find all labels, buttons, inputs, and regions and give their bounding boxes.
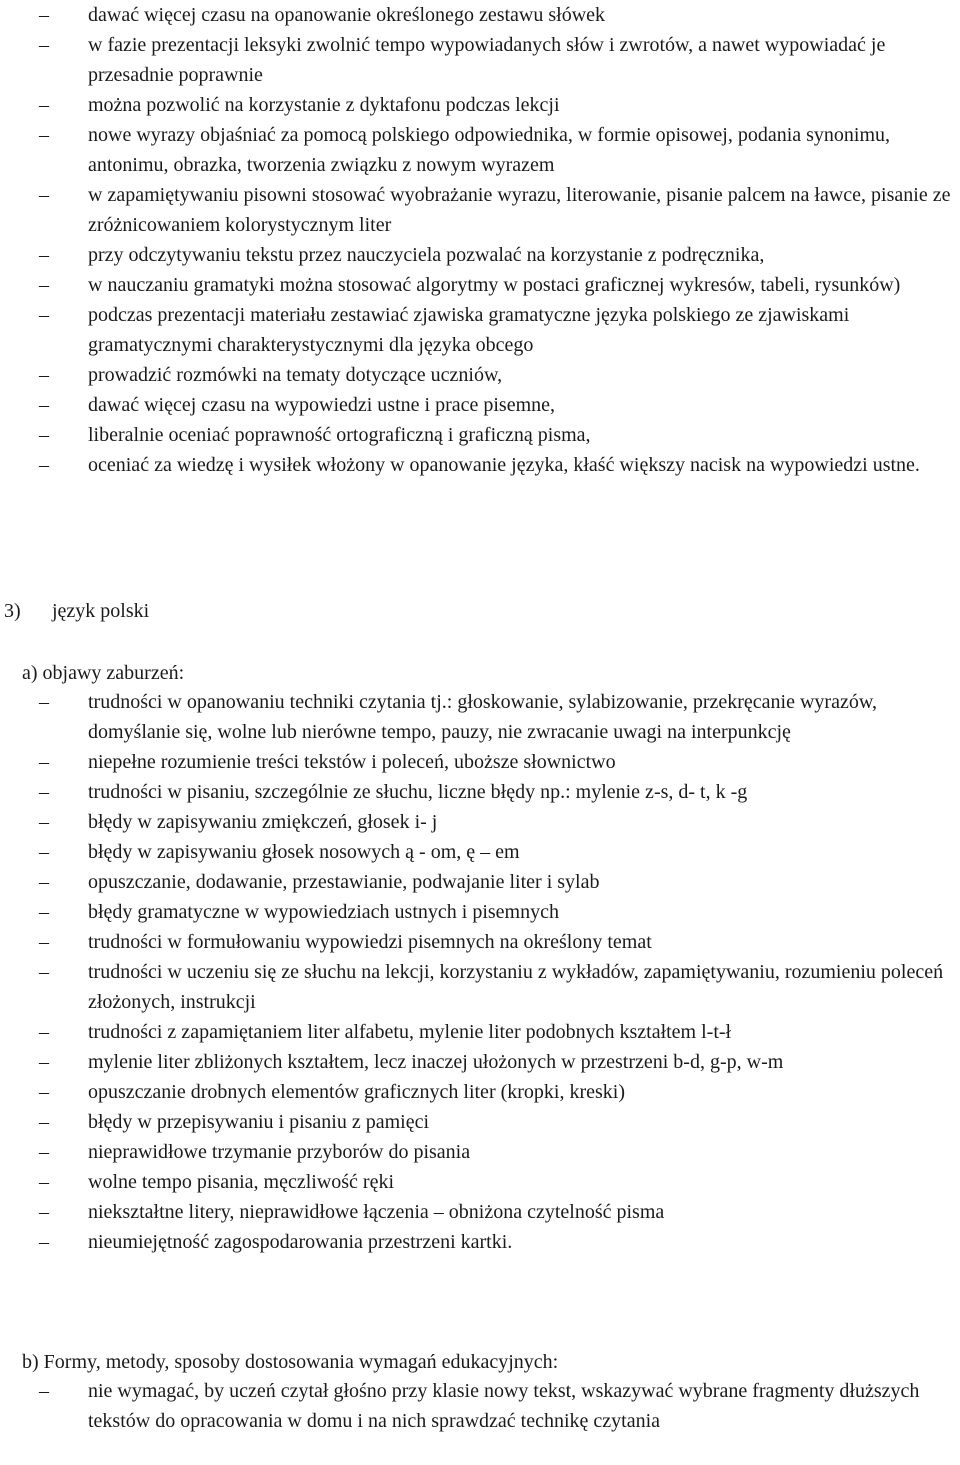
dash-bullet: – [39,1081,49,1103]
dash-bullet: – [39,244,49,266]
dash-bullet: – [39,1231,49,1253]
list-item: – nie wymagać, by uczeń czytał głośno przy klasie nowy tekst, wskazywać wybrane fragmenty dłuższych tekstów do opracowania w domu i na nich sprawdzać technikę czytania [0,1376,960,1436]
dash-bullet: – [39,394,49,416]
dash-bullet: – [39,274,49,296]
dash-bullet: – [39,781,49,803]
list-item: – dawać więcej czasu na opanowanie określonego zestawu słówek [0,0,960,30]
dash-bullet: – [39,4,49,26]
list-item: – mylenie liter zbliżonych kształtem, lecz inaczej ułożonych w przestrzeni b-d, g-p, w-m [0,1047,960,1077]
dash-bullet: – [39,931,49,953]
dash-bullet: – [39,1021,49,1043]
list-item: – niepełne rozumienie treści tekstów i poleceń, uboższe słownictwo [0,747,960,777]
subsection-b-heading: b) Formy, metody, sposoby dostosowania wymagań edukacyjnych: [22,1351,559,1373]
dash-bullet: – [39,751,49,773]
dash-bullet: – [39,454,49,476]
list-item: – prowadzić rozmówki na tematy dotyczące uczniów, [0,360,960,390]
list-item: – nowe wyrazy objaśniać za pomocą polskiego odpowiednika, w formie opisowej, podania synonimu, antonimu, obrazka, tworzenia związku z nowym wyrazem [0,120,960,180]
list-item: – trudności w opanowaniu techniki czytania tj.: głoskowanie, sylabizowanie, przekręcanie wyrazów, domyślanie się, wolne lub nierówne tempo, pauzy, nie zwracanie uwagi na interpunkcję [0,687,960,747]
dash-bullet: – [39,304,49,326]
list-item: – błędy w przepisywaniu i pisaniu z pamięci [0,1107,960,1137]
dash-bullet: – [39,1380,49,1402]
list-item: – przy odczytywaniu tekstu przez nauczyciela pozwalać na korzystanie z podręcznika, [0,240,960,270]
dash-bullet: – [39,841,49,863]
subsection-a-heading: a) objawy zaburzeń: [22,662,185,684]
dash-bullet: – [39,184,49,206]
list-item: – oceniać za wiedzę i wysiłek włożony w opanowanie języka, kłaść większy nacisk na wypowiedzi ustne. [0,450,960,480]
list-item: – błędy w zapisywaniu głosek nosowych ą - om, ę – em [0,837,960,867]
list-item: – trudności w uczeniu się ze słuchu na lekcji, korzystaniu z wykładów, zapamiętywaniu, rozumieniu poleceń złożonych, instrukcji [0,957,960,1017]
recommendations-list [0,0,960,480]
dash-bullet: – [39,364,49,386]
list-item: – opuszczanie, dodawanie, przestawianie, podwajanie liter i sylab [0,867,960,897]
dash-bullet: – [39,1111,49,1133]
list-item: – podczas prezentacji materiału zestawiać zjawiska gramatyczne języka polskiego ze zjawiskami gramatycznymi charakterystycznymi dla języka obcego [0,300,960,360]
dash-bullet: – [39,811,49,833]
list-item: – liberalnie oceniać poprawność ortograficzną i graficzną pisma, [0,420,960,450]
dash-bullet: – [39,1171,49,1193]
list-item: – błędy gramatyczne w wypowiedziach ustnych i pisemnych [0,897,960,927]
list-item: – w nauczaniu gramatyki można stosować algorytmy w postaci graficznej wykresów, tabeli, rysunków) [0,270,960,300]
list-item: – trudności z zapamiętaniem liter alfabetu, mylenie liter podobnych kształtem l-t-ł [0,1017,960,1047]
list-item: – w zapamiętywaniu pisowni stosować wyobrażanie wyrazu, literowanie, pisanie palcem na ławce, pisanie ze zróżnicowaniem kolorystycznym liter [0,180,960,240]
list-item: – trudności w formułowaniu wypowiedzi pisemnych na określony temat [0,927,960,957]
section-heading [4,596,149,626]
list-item: – nieumiejętność zagospodarowania przestrzeni kartki. [0,1227,960,1257]
adaptations-list [0,1376,960,1436]
dash-bullet: – [39,961,49,983]
list-item: – wolne tempo pisania, męczliwość ręki [0,1167,960,1197]
dash-bullet: – [39,691,49,713]
dash-bullet: – [39,1051,49,1073]
dash-bullet: – [39,124,49,146]
dash-bullet: – [39,34,49,56]
list-item: – w fazie prezentacji leksyki zwolnić tempo wypowiadanych słów i zwrotów, a nawet wypowiadać je przesadnie poprawnie [0,30,960,90]
dash-bullet: – [39,94,49,116]
list-item: – dawać więcej czasu na wypowiedzi ustne i prace pisemne, [0,390,960,420]
list-item: – można pozwolić na korzystanie z dyktafonu podczas lekcji [0,90,960,120]
list-item: – trudności w pisaniu, szczególnie ze słuchu, liczne błędy np.: mylenie z-s, d- t, k -g [0,777,960,807]
section-title: język polski [52,600,150,622]
dash-bullet: – [39,1201,49,1223]
symptoms-list [0,687,960,1257]
list-item: – opuszczanie drobnych elementów graficznych liter (kropki, kreski) [0,1077,960,1107]
list-item: – nieprawidłowe trzymanie przyborów do pisania [0,1137,960,1167]
dash-bullet: – [39,901,49,923]
dash-bullet: – [39,1141,49,1163]
dash-bullet: – [39,871,49,893]
list-item: – niekształtne litery, nieprawidłowe łączenia – obniżona czytelność pisma [0,1197,960,1227]
section-number: 3) [4,600,21,622]
dash-bullet: – [39,424,49,446]
list-item: – błędy w zapisywaniu zmiękczeń, głosek i- j [0,807,960,837]
